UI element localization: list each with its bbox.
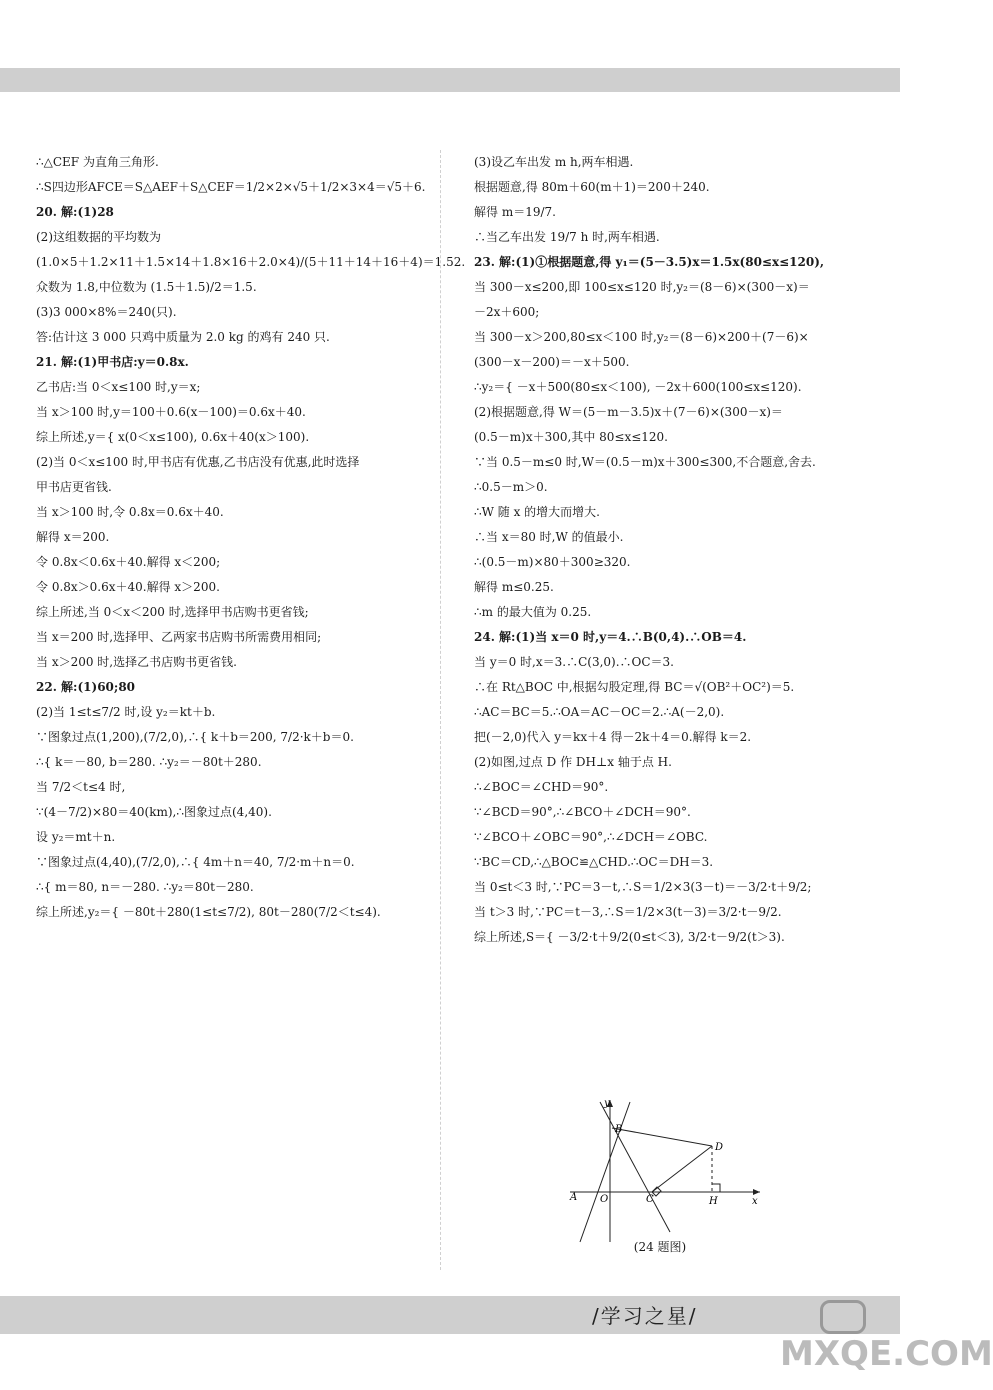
text-line: 令 0.8x＞0.6x＋40.解得 x＞200. [36, 580, 220, 594]
text-line: ∵图象过点(4,40),(7/2,0),∴{ 4m＋n＝40, 7/2·m＋n＝0. [36, 855, 355, 869]
label-y: y [604, 1098, 610, 1109]
text-line: 当 x＞200 时,选择乙书店购书更省钱. [36, 655, 237, 669]
text-line: ∴AC＝BC＝5.∴OA＝AC－OC＝2.∴A(－2,0). [474, 705, 725, 719]
text-line: ∵BC＝CD,∴△BOC≌△CHD.∴OC＝DH＝3. [474, 855, 714, 869]
figure-caption: (24 题图) [633, 1240, 687, 1254]
label-C: C [646, 1194, 654, 1205]
question-21: 21. 解:(1)甲书店:y＝0.8x. [36, 355, 189, 369]
label-A: A [570, 1192, 578, 1203]
text-line: 当 7/2＜t≤4 时, [36, 780, 126, 794]
x-axis-arrow [753, 1189, 760, 1195]
text-line: ∴m 的最大值为 0.25. [474, 605, 592, 619]
text-line: 解得 m≤0.25. [474, 580, 554, 594]
text-line: (300－x－200)＝－x＋500. [474, 355, 630, 369]
text-line: ∴(0.5－m)×80＋300≥320. [474, 555, 631, 569]
text-line: ∵当 0.5－m≤0 时,W＝(0.5－m)x＋300≤300,不合题意,舍去. [474, 455, 816, 469]
column-divider [440, 150, 441, 1270]
text-line: ∴y₂＝{ －x＋500(80≤x＜100), －2x＋600(100≤x≤120). [474, 380, 802, 394]
text-line: (2)当 0＜x≤100 时,甲书店有优惠,乙书店没有优惠,此时选择 [36, 455, 360, 469]
top-band [0, 68, 900, 92]
segment-BD [612, 1128, 712, 1146]
text-line: ∴∠BOC＝∠CHD＝90°. [474, 780, 609, 794]
label-H: H [709, 1196, 718, 1207]
segment-CD [652, 1146, 712, 1192]
label-D: D [715, 1142, 724, 1153]
text-line: ∴S四边形AFCE＝S△AEF＋S△CEF＝1/2×2×√5＋1/2×3×4＝√5＋6. [36, 180, 426, 194]
text-line: ∴当 x＝80 时,W 的值最小. [474, 530, 624, 544]
text-line: 把(－2,0)代入 y＝kx＋4 得－2k＋4＝0.解得 k＝2. [474, 730, 752, 744]
text-line: (3)设乙车出发 m h,两车相遇. [474, 155, 634, 169]
question-24: 24. 解:(1)当 x＝0 时,y＝4.∴B(0,4).∴OB＝4. [474, 630, 747, 644]
text-line: 当 y＝0 时,x＝3.∴C(3,0).∴OC＝3. [474, 655, 674, 669]
text-line: 解得 x＝200. [36, 530, 110, 544]
text-line: 当 300－x＞200,80≤x＜100 时,y₂＝(8－6)×200＋(7－6)× [474, 330, 809, 344]
text-line: ∴当乙车出发 19/7 h 时,两车相遇. [474, 230, 660, 244]
text-line: 答:估计这 3 000 只鸡中质量为 2.0 kg 的鸡有 240 只. [36, 330, 330, 344]
text-line: 当 x＝200 时,选择甲、乙两家书店购书所需费用相同; [36, 630, 322, 644]
bottom-band [0, 1296, 900, 1334]
text-line: 当 x＞100 时,令 0.8x＝0.6x＋40. [36, 505, 224, 519]
text-line: ∴{ k＝－80, b＝280. ∴y₂＝－80t＋280. [36, 755, 262, 769]
text-line: 综上所述,当 0＜x＜200 时,选择甲书店购书更省钱; [36, 605, 309, 619]
text-line: 令 0.8x＜0.6x＋40.解得 x＜200; [36, 555, 221, 569]
question-20: 20. 解:(1)28 [36, 205, 114, 219]
left-column [36, 150, 466, 925]
text-line: 根据题意,得 80m＋60(m＋1)＝200＋240. [474, 180, 710, 194]
text-line: 乙书店:当 0＜x≤100 时,y＝x; [36, 380, 201, 394]
text-line: 当 t＞3 时,∵PC＝t－3,∴S＝1/2×3(t－3)＝3/2·t－9/2. [474, 905, 782, 919]
label-x: x [752, 1196, 758, 1207]
brand-text: /学习之星/ [592, 1304, 698, 1328]
text-line: 设 y₂＝mt＋n. [36, 830, 116, 844]
text-line: ∴{ m＝80, n＝－280. ∴y₂＝80t－280. [36, 880, 254, 894]
question-22: 22. 解:(1)60;80 [36, 680, 136, 694]
question-23: 23. 解:(1)①根据题意,得 y₁＝(5－3.5)x＝1.5x(80≤x≤120), [474, 255, 825, 269]
text-line: 综上所述,y＝{ x(0＜x≤100), 0.6x＋40(x＞100). [36, 430, 310, 444]
text-line: －2x＋600; [474, 305, 540, 319]
text-line: (0.5－m)x＋300,其中 80≤x≤120. [474, 430, 668, 444]
text-line: ∵∠BCD＝90°,∴∠BCO＋∠DCH＝90°. [474, 805, 691, 819]
text-line: (2)这组数据的平均数为 [36, 230, 161, 244]
text-line: 当 0≤t＜3 时,∵PC＝3－t,∴S＝1/2×3(3－t)＝－3/2·t＋9/2; [474, 880, 812, 894]
label-B: B [615, 1124, 623, 1135]
right-column [474, 150, 874, 950]
text-line: ∴W 随 x 的增大而增大. [474, 505, 600, 519]
brand-logo-icon [820, 1300, 866, 1334]
text-line: 当 x＞100 时,y＝100＋0.6(x－100)＝0.6x＋40. [36, 405, 306, 419]
text-line: (1.0×5＋1.2×11＋1.5×14＋1.8×16＋2.0×4)/(5＋11＋14＋16＋4)＝1.52. [36, 255, 466, 269]
watermark: MXQE.COM [780, 1334, 993, 1374]
label-O: O [600, 1194, 609, 1205]
text-line: 综上所述,y₂＝{ －80t＋280(1≤t≤7/2), 80t－280(7/2＜t≤4). [36, 905, 381, 919]
text-line: 当 300－x≤200,即 100≤x≤120 时,y₂＝(8－6)×(300－x)＝ [474, 280, 810, 294]
text-line: ∴在 Rt△BOC 中,根据勾股定理,得 BC＝√(OB²＋OC²)＝5. [474, 680, 795, 694]
text-line: (2)根据题意,得 W＝(5－m－3.5)x＋(7－6)×(300－x)＝ [474, 405, 783, 419]
geometry-figure-24 [560, 1092, 770, 1252]
text-line: 解得 m＝19/7. [474, 205, 556, 219]
text-line: (2)如图,过点 D 作 DH⊥x 轴于点 H. [474, 755, 672, 769]
right-angle-H [712, 1184, 720, 1192]
text-line: 综上所述,S＝{ －3/2·t＋9/2(0≤t＜3), 3/2·t－9/2(t＞3). [474, 930, 785, 944]
text-line: 甲书店更省钱. [36, 480, 112, 494]
text-line: ∴0.5－m＞0. [474, 480, 548, 494]
text-line: 众数为 1.8,中位数为 (1.5＋1.5)/2＝1.5. [36, 280, 257, 294]
text-line: ∵图象过点(1,200),(7/2,0),∴{ k＋b＝200, 7/2·k＋b＝0. [36, 730, 354, 744]
text-line: (2)当 1≤t≤7/2 时,设 y₂＝kt＋b. [36, 705, 216, 719]
line-AB [580, 1102, 630, 1242]
text-line: ∴△CEF 为直角三角形. [36, 155, 159, 169]
text-line: ∵(4－7/2)×80＝40(km),∴图象过点(4,40). [36, 805, 272, 819]
text-line: ∵∠BCO＋∠OBC＝90°,∴∠DCH＝∠OBC. [474, 830, 708, 844]
text-line: (3)3 000×8%＝240(只). [36, 305, 177, 319]
